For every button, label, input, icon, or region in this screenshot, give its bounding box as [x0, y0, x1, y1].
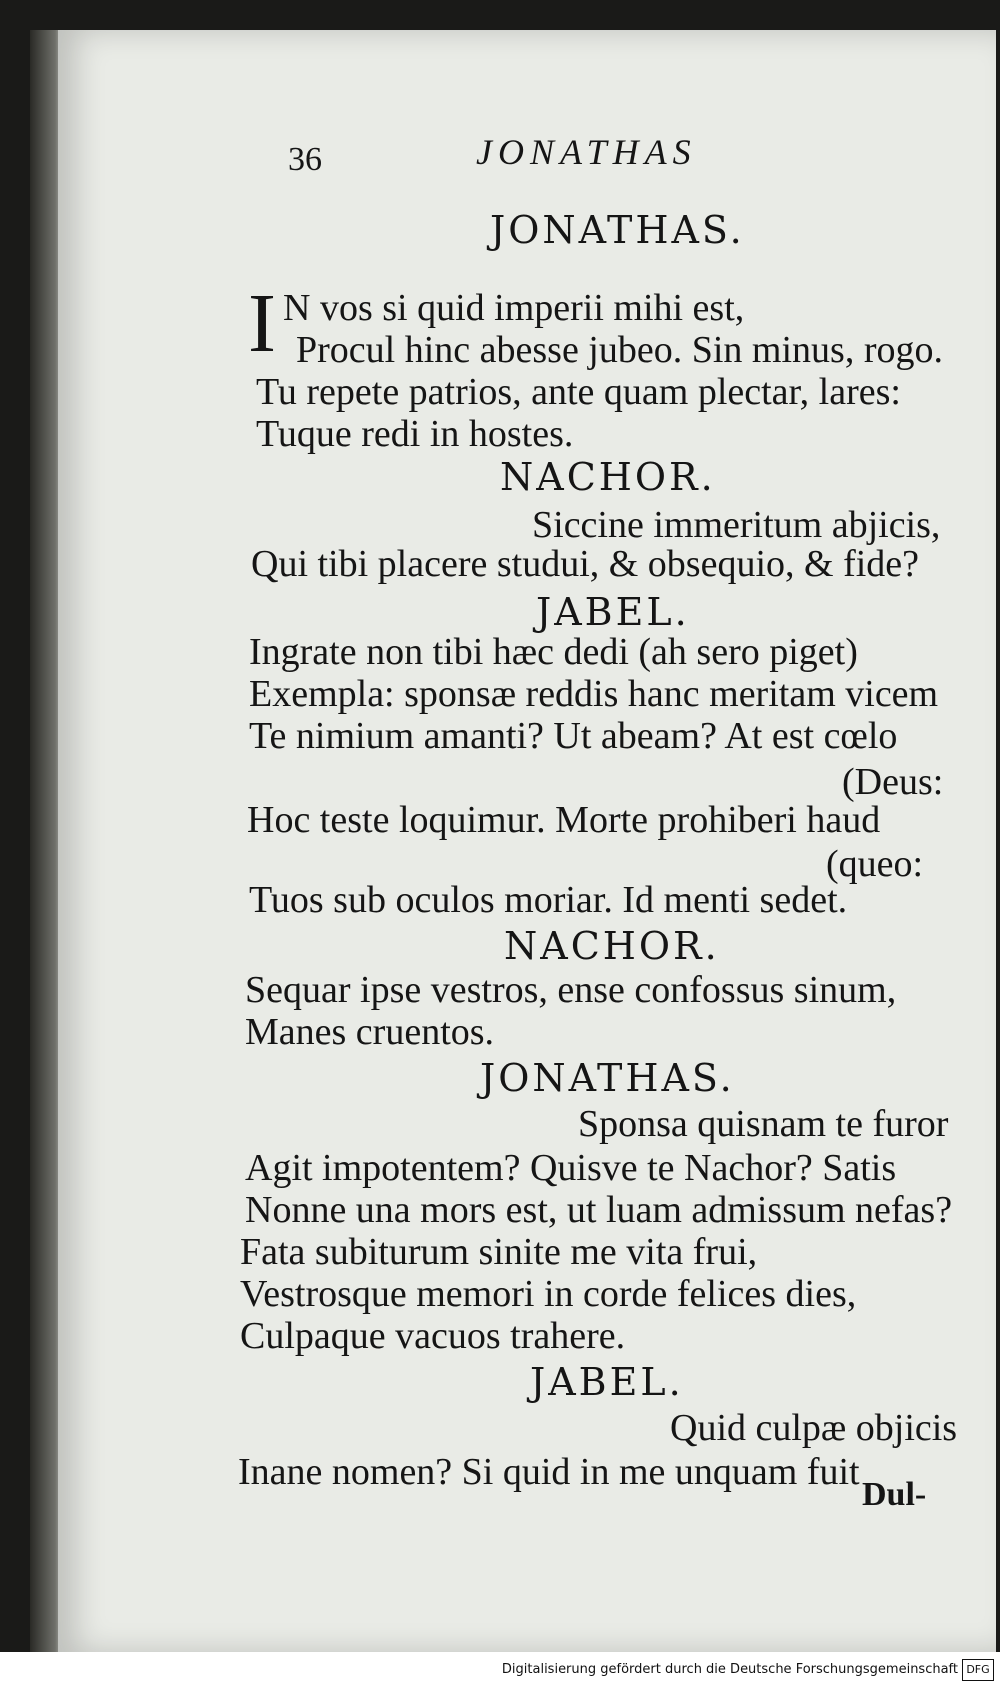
verse-line: N vos si quid imperii mihi est,: [283, 287, 745, 329]
verse-line: Inane nomen? Si quid in me unquam fuit: [238, 1451, 860, 1493]
speaker-heading: NACHOR.: [500, 455, 716, 499]
verse-line: Te nimium amanti? Ut abeam? At est cœlo: [249, 715, 898, 757]
verse-line: Qui tibi placere studui, & obsequio, & fide?: [251, 543, 920, 585]
verse-line: Vestrosque memori in corde felices dies,: [240, 1273, 857, 1315]
verse-line: Manes cruentos.: [245, 1011, 495, 1053]
verse-line: (Deus:: [842, 761, 944, 803]
verse-line: Quid culpæ objicis: [670, 1407, 958, 1449]
verse-line: Tuos sub oculos moriar. Id menti sedet.: [249, 879, 848, 921]
verse-line: Tu repete patrios, ante quam plectar, lares:: [256, 371, 901, 413]
footer-bar: [0, 1652, 1000, 1690]
verse-line: Hoc teste loquimur. Morte prohiberi haud: [247, 799, 881, 841]
running-title: JONATHAS: [476, 132, 697, 172]
catchword: Dul-: [862, 1476, 927, 1513]
speaker-heading: JABEL.: [530, 1360, 684, 1404]
verse-line: Tuque redi in hostes.: [256, 413, 574, 455]
verse-line: Ingrate non tibi hæc dedi (ah sero piget): [249, 631, 858, 673]
page-number: 36: [288, 141, 322, 178]
verse-line: Sponsa quisnam te furor: [578, 1103, 949, 1145]
verse-line: Siccine immeritum abjicis,: [532, 504, 941, 546]
verse-line: Agit impotentem? Quisve te Nachor? Satis: [245, 1147, 897, 1189]
verse-line: Sequar ipse vestros, ense confossus sinum,: [245, 969, 897, 1011]
speaker-heading: JONATHAS.: [490, 208, 745, 252]
verse-line: Exempla: sponsæ reddis hanc meritam vicem: [249, 673, 939, 715]
drop-capital: I: [248, 277, 276, 370]
verse-line: Procul hinc abesse jubeo. Sin minus, rogo.: [296, 329, 943, 371]
dfg-logo-icon: DFG: [962, 1659, 994, 1681]
verse-line: Fata subiturum sinite me vita frui,: [240, 1231, 758, 1273]
speaker-heading: JABEL.: [536, 590, 690, 634]
speaker-heading: JONATHAS.: [480, 1056, 735, 1100]
speaker-heading: NACHOR.: [504, 924, 720, 968]
verse-line: Culpaque vacuos trahere.: [240, 1315, 626, 1357]
footer-credit: Digitalisierung gefördert durch die Deutsche Forschungsgemeinschaft: [501, 1662, 958, 1677]
verse-line: (queo:: [826, 843, 924, 885]
verse-line: Nonne una mors est, ut luam admissum nefas?: [245, 1189, 953, 1231]
